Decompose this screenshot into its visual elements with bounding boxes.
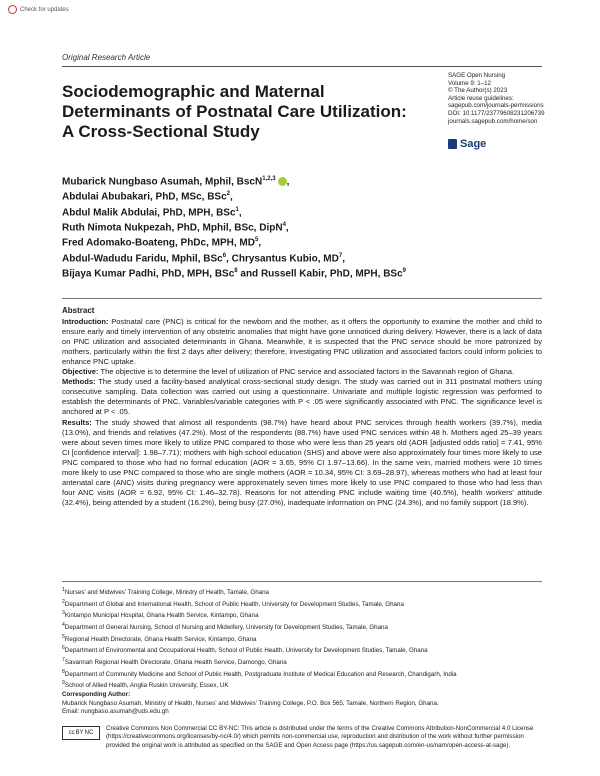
- abstract-section-text: The study used a facility-based analytical cross-sectional study design. The study was carried out in 311 postnatal mothers using consecutive sampling. Data collection was carried out using a questionnaire. Univariate and multiple logistic regression was performed to establish the determinants of PNC. Variables/variable categories with P < .05 were significantly associated with PNC. The significance level is anchored at P < .05.: [62, 377, 542, 417]
- author-affiliation-mark: 8: [234, 267, 238, 274]
- author-name: Fred Adomako-Boateng, PhDc, MPH, MD: [62, 237, 255, 249]
- affiliation-number: 4: [62, 621, 65, 628]
- affiliations-divider: [62, 581, 542, 582]
- check-for-updates-badge[interactable]: [8, 5, 69, 14]
- abstract-divider: [62, 298, 542, 299]
- abstract-section-text: The objective is to determine the level of utilization of PNC service and associated factors in the Savannah region of Ghana.: [98, 367, 515, 377]
- affiliation-text: Department of Environmental and Occupational Health, School of Public Health, University for Development Studies, Tamale, Ghana: [64, 647, 428, 655]
- author-affiliation-mark: 7: [338, 252, 343, 259]
- affiliation-number: 5: [62, 633, 65, 640]
- affiliation: [62, 644, 542, 656]
- affiliation: [62, 621, 542, 633]
- author-line: [62, 250, 482, 265]
- author-separator: ,: [342, 252, 345, 264]
- abstract-section-label: Objective:: [62, 367, 99, 377]
- abstract: [62, 306, 542, 508]
- author-list: [62, 173, 482, 280]
- affiliation-text: Department of General Nursing, School of Nursing and Midwifery, University for Development Studies, Tamale, Ghana: [64, 624, 388, 632]
- author-name: Abdulai Abubakari, PhD, MSc, BSc: [62, 191, 227, 203]
- affiliation: [62, 598, 542, 610]
- author-affiliation-mark: 5: [254, 237, 259, 244]
- journal-info-line[interactable]: DOI: 10.1177/23779608231206739: [448, 109, 545, 117]
- affiliation-text: Savannah Regional Health Directorate, Ghana Health Service, Damongo, Ghana: [64, 659, 287, 666]
- author-line: [62, 173, 482, 188]
- affiliation: [62, 586, 542, 598]
- affiliation-number: 8: [62, 668, 65, 675]
- affiliation-number: 6: [62, 645, 65, 652]
- abstract-section-label: Results:: [62, 417, 92, 427]
- affiliation-number: 2: [62, 598, 65, 605]
- affiliation-text: School of Allied Health, Anglia Ruskin University, Essex, UK: [64, 682, 229, 690]
- author-line: [62, 188, 482, 203]
- author-affiliation-mark: 6: [222, 252, 227, 259]
- header-divider: [62, 66, 542, 67]
- author-line: [62, 204, 482, 219]
- author-name: Mubarick Nungbaso Asumah, Mphil, BscN: [62, 176, 263, 188]
- affiliation-text: Department of Community Medicine and School of Public Health, Postgraduate Institute of Medical Education and Research, Chandigarh, India: [64, 670, 457, 678]
- license-logo-part: NC: [84, 730, 94, 736]
- abstract-section: [62, 418, 542, 508]
- author-affiliation-mark: 4: [282, 221, 286, 228]
- author-separator: ,: [285, 222, 289, 234]
- author-separator: , Chrysantus Kubio, MD: [226, 252, 339, 264]
- corresponding-author-details: [62, 700, 542, 717]
- author-name: Abdul-Wadudu Faridu, Mphil, BSc: [62, 252, 223, 264]
- author-separator: ,: [286, 176, 290, 188]
- author-affiliation-mark: 9: [402, 267, 406, 274]
- author-name: Bijaya Kumar Padhi, PhD, MPH, BSc: [62, 268, 235, 280]
- abstract-section-label: Methods:: [62, 377, 96, 387]
- affiliation-number: 9: [62, 680, 65, 687]
- journal-info-line: Volume 9: 1–12: [448, 79, 492, 87]
- license-notice: [62, 725, 542, 750]
- license-logo-part: cc: [68, 730, 75, 736]
- affiliation-text: Regional Health Directorate, Ghana Health Service, Kintampo, Ghana: [64, 635, 257, 643]
- affiliation: [62, 679, 542, 691]
- journal-info-line: Article reuse guidelines:: [448, 94, 514, 102]
- sage-logo-text: Sage: [460, 138, 487, 150]
- abstract-section-label: Introduction:: [62, 317, 109, 327]
- license-text: Creative Commons Non Commercial CC BY-NC: This article is distributed under the terms of the Creative Commons Attribution-NonCommercial 4.0 License (https://creativecommons.org/licenses/by-nc/4.0/) which permits non-commercial use, reproduction and distribution of the work without further permission provided the original work is attributed as specified on the SAGE and Open Access page (https://us.sagepub.com/en-us/nam/open-access-at-sage).: [106, 725, 534, 749]
- journal-info-line: © The Author(s) 2023: [448, 87, 508, 95]
- journal-info-line: SAGE Open Nursing: [448, 72, 506, 79]
- abstract-section-text: Postnatal care (PNC) is critical for the newborn and the mother, as it offers the opportunity to examine the mother and child to ensure early and timely intervention of any obstetric anomalies that might have gone unnoticed during delivery. However, there is a lack of data on PNC utilization and associated determinants in Ghana. Meanwhile, it is suspected that the PNC service should be more patronized by mothers, particularly within the first 2 days after delivery; therefore, investigating PNC utilization and associated factors could inform policies to enhance PNC uptake.: [62, 317, 542, 367]
- author-name: Abdul Malik Abdulai, PhD, MPH, BSc: [62, 206, 236, 218]
- orcid-icon[interactable]: [278, 177, 287, 186]
- author-line: [62, 219, 482, 234]
- affiliation: [62, 633, 542, 645]
- creative-commons-icon[interactable]: [62, 726, 100, 740]
- affiliation-text: Nurses' and Midwives' Training College, Ministry of Health, Tamale, Ghana: [64, 589, 269, 597]
- abstract-sections: [62, 317, 542, 508]
- abstract-section: [62, 367, 542, 377]
- abstract-section-text: The study showed that almost all respondents (98.7%) have heard about PNC services through health workers (39.7%), media (13.0%), and friends and relatives (47.2%). Most of the respondents (88.7%) have used PNC services within 48 h. Mothers aged 25–39 years were about seven times more likely to utilize PNC compared to those who were less than 25 years old (AOR [adjusted odds ratio] = 7.41, 95% CI [confidence interval]: 1.98–7.71); mothers with high school education (SHS) and above were also approximately four times more likely to use PNC compared to those who had no formal education (AOR = 3.65, 95% CI 1.97–13.66). In the same vein, married mothers were 10 times more likely to use PNC compared to those who are single mothers (AOR = 10.34, 95% CI: 3.69–28.97), whereas mothers who had at least four antenatal care (ANC) visits during pregnancy were approximately seven times more likely to use PNC compared to those who had less than four ANC visits (AOR = 6.92, 95% CI: 1.46–32.78). Reasons for not attending PNC include waiting time (40.5%), health workers' attitude (32.4%), being attended by a student (16.2%), being busy (27.0%), inadequate information on PNC (24.3%), and no family support (18.9%).: [62, 417, 542, 507]
- affiliations: [62, 586, 542, 717]
- author-separator: ,: [230, 191, 233, 203]
- author-affiliation-mark: 1,2,3: [262, 176, 276, 182]
- author-affiliation-mark: 2: [226, 191, 231, 198]
- journal-info: [448, 72, 545, 125]
- article-type: Original Research Article: [62, 53, 151, 62]
- affiliation: [62, 668, 542, 680]
- affiliation-list: [62, 586, 542, 691]
- abstract-section: [62, 377, 542, 417]
- affiliation-number: 1: [62, 587, 65, 593]
- sage-logo-icon: [448, 139, 457, 149]
- journal-info-line[interactable]: sagepub.com/journals-permissions: [448, 102, 544, 110]
- check-updates-icon: [8, 5, 17, 14]
- affiliation-number: 7: [62, 656, 65, 663]
- author-separator: and Russell Kabir, PhD, MPH, BSc: [237, 268, 403, 280]
- author-name: Ruth Nimota Nukpezah, PhD, Mphil, BSc, DipN: [62, 222, 283, 234]
- article-title: Sociodemographic and Maternal Determinants of Postnatal Care Utilization: A Cross-Sectional Study: [62, 82, 407, 141]
- sage-logo[interactable]: [448, 138, 486, 150]
- license-logo-part: BY: [75, 730, 84, 736]
- corresponding-email[interactable]: Email: nungbaso.asumah@uds.edu.gh: [62, 708, 169, 716]
- abstract-heading: Abstract: [62, 306, 95, 315]
- author-line: [62, 234, 482, 249]
- affiliation: [62, 656, 542, 668]
- journal-info-line[interactable]: journals.sagepub.com/home/son: [448, 117, 538, 125]
- author-separator: ,: [258, 237, 262, 249]
- author-affiliation-mark: 1: [235, 206, 239, 213]
- check-updates-label: Check for updates: [20, 6, 69, 13]
- corresponding-author-label: Corresponding Author:: [62, 690, 131, 698]
- affiliation-number: 3: [62, 610, 65, 617]
- abstract-section: [62, 317, 542, 367]
- affiliation-text: Kintampo Municipal Hospital, Ghana Health Service, Kintampo, Ghana: [64, 612, 259, 620]
- affiliation: [62, 609, 542, 621]
- affiliation-text: Department of Global and International Health, School of Public Health, University for Development Studies, Tamale, Ghana: [64, 600, 404, 608]
- author-line: [62, 265, 482, 280]
- corresponding-address: Mubarick Nungbaso Asumah, Ministry of Health, Nurses' and Midwives' Training College, P.O. Box 565, Tamale, Northern Region, Ghana.: [62, 699, 439, 707]
- author-separator: ,: [238, 206, 242, 218]
